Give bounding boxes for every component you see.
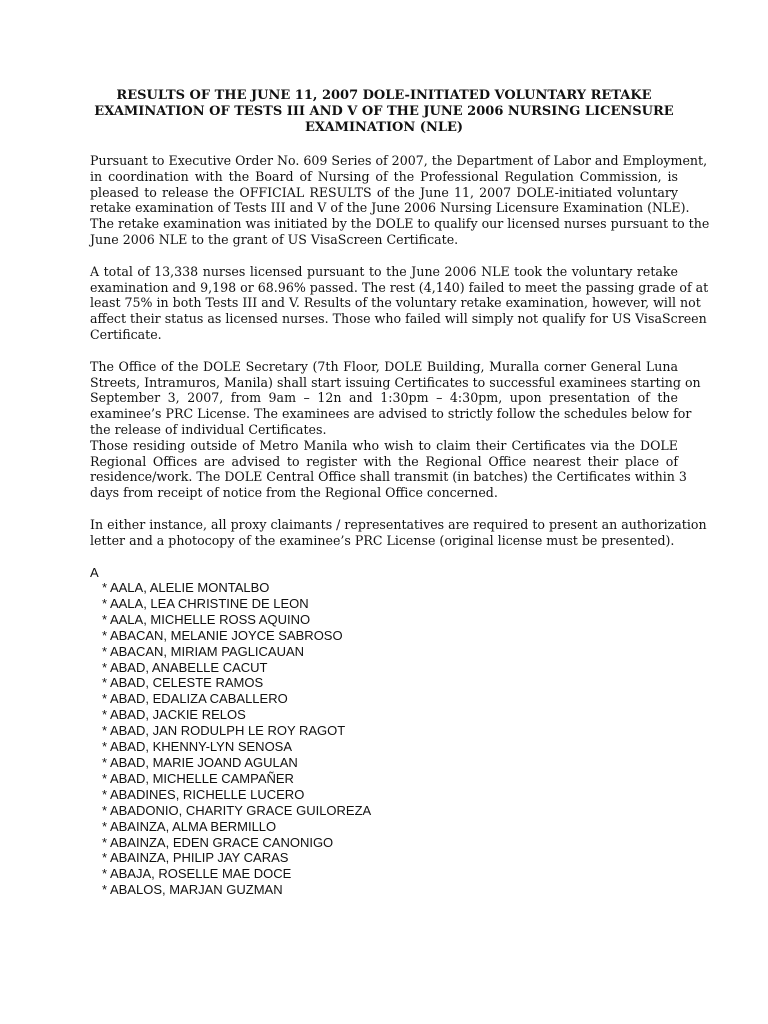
document-title <box>90 88 678 136</box>
section-letter: A <box>90 564 99 580</box>
text-line: The retake examination was initiated by the DOLE to qualify our licensed nurses pursuant to the <box>90 216 710 232</box>
list-item: * ABAD, KHENNY-LYN SENOSA <box>102 739 678 755</box>
list-item: * ABAINZA, EDEN GRACE CANONIGO <box>102 835 678 851</box>
text-line: least 75% in both Tests III and V. Results of the voluntary retake examination, however, will not <box>90 295 701 311</box>
list-item: * ABAD, CELESTE RAMOS <box>102 675 678 691</box>
list-item: * ABAJA, ROSELLE MAE DOCE <box>102 866 678 882</box>
title-line: EXAMINATION OF TESTS III AND V OF THE JUNE 2006 NURSING LICENSURE <box>94 104 674 119</box>
text-line: The Office of the DOLE Secretary (7th Floor, DOLE Building, Muralla corner General Luna <box>90 358 678 374</box>
text-line: A total of 13,338 nurses licensed pursuant to the June 2006 NLE took the voluntary retake <box>90 263 678 279</box>
text-line: retake examination of Tests III and V of the June 2006 Nursing Licensure Examination (NLE). <box>90 200 690 216</box>
text-line: June 2006 NLE to the grant of US VisaScreen Certificate. <box>90 231 459 247</box>
paragraph-statistics <box>90 263 709 343</box>
list-item: * AALA, LEA CHRISTINE DE LEON <box>102 596 678 612</box>
text-line: Those residing outside of Metro Manila who wish to claim their Certificates via the DOLE <box>90 437 678 453</box>
text-line: examination and 9,198 or 68.96% passed. The rest (4,140) failed to meet the passing grade of at <box>90 279 709 295</box>
names-list <box>90 580 678 898</box>
list-item: * ABAD, ANABELLE CACUT <box>102 660 678 676</box>
list-item: * ABACAN, MELANIE JOYCE SABROSO <box>102 628 678 644</box>
list-item: * ABAD, JACKIE RELOS <box>102 707 678 723</box>
paragraph-issuance <box>90 358 701 438</box>
list-item: * ABALOS, MARJAN GUZMAN <box>102 882 678 898</box>
text-line: pleased to release the OFFICIAL RESULTS of the June 11, 2007 DOLE-initiated voluntary <box>90 184 678 200</box>
text-line: days from receipt of notice from the Regional Office concerned. <box>90 485 498 501</box>
list-item: * ABAD, MARIE JOAND AGULAN <box>102 755 678 771</box>
text-line: September 3, 2007, from 9am – 12n and 1:30pm – 4:30pm, upon presentation of the <box>90 390 678 406</box>
text-line: letter and a photocopy of the examinee’s PRC License (original license must be presented). <box>90 532 675 548</box>
text-line: in coordination with the Board of Nursing of the Professional Regulation Commission, is <box>90 168 678 184</box>
list-item: * ABADONIO, CHARITY GRACE GUILOREZA <box>102 803 678 819</box>
list-item: * AALA, MICHELLE ROSS AQUINO <box>102 612 678 628</box>
list-item: * ABADINES, RICHELLE LUCERO <box>102 787 678 803</box>
list-item: * ABAD, EDALIZA CABALLERO <box>102 691 678 707</box>
paragraph-regional <box>90 437 687 501</box>
list-item: * ABAD, JAN RODULPH LE ROY RAGOT <box>102 723 678 739</box>
paragraph-proxy <box>90 516 707 549</box>
list-item: * ABAD, MICHELLE CAMPAÑER <box>102 771 678 787</box>
text-line: Certificate. <box>90 326 162 342</box>
document-page <box>90 88 710 898</box>
text-line: affect their status as licensed nurses. Those who failed will simply not qualify for US VisaScreen <box>90 311 707 327</box>
list-item: * ABACAN, MIRIAM PAGLICAUAN <box>102 644 678 660</box>
list-item: * ABAINZA, PHILIP JAY CARAS <box>102 850 678 866</box>
text-line: examinee’s PRC License. The examinees are advised to strictly follow the schedules below for <box>90 406 692 422</box>
text-line: residence/work. The DOLE Central Office shall transmit (in batches) the Certificates within 3 <box>90 469 687 485</box>
list-item: * ABAINZA, ALMA BERMILLO <box>102 819 678 835</box>
paragraph-intro <box>90 153 710 248</box>
list-item: * AALA, ALELIE MONTALBO <box>102 580 678 596</box>
text-line: Regional Offices are advised to register with the Regional Office nearest their place of <box>90 453 678 469</box>
text-line: the release of individual Certificates. <box>90 421 327 437</box>
title-line: EXAMINATION (NLE) <box>304 120 464 135</box>
text-line: Streets, Intramuros, Manila) shall start issuing Certificates to successful examinees starting on <box>90 374 701 390</box>
title-line: RESULTS OF THE JUNE 11, 2007 DOLE-INITIATED VOLUNTARY RETAKE <box>116 88 652 103</box>
text-line: In either instance, all proxy claimants / representatives are required to present an authorization <box>90 516 707 532</box>
text-line: Pursuant to Executive Order No. 609 Series of 2007, the Department of Labor and Employment, <box>90 153 708 168</box>
